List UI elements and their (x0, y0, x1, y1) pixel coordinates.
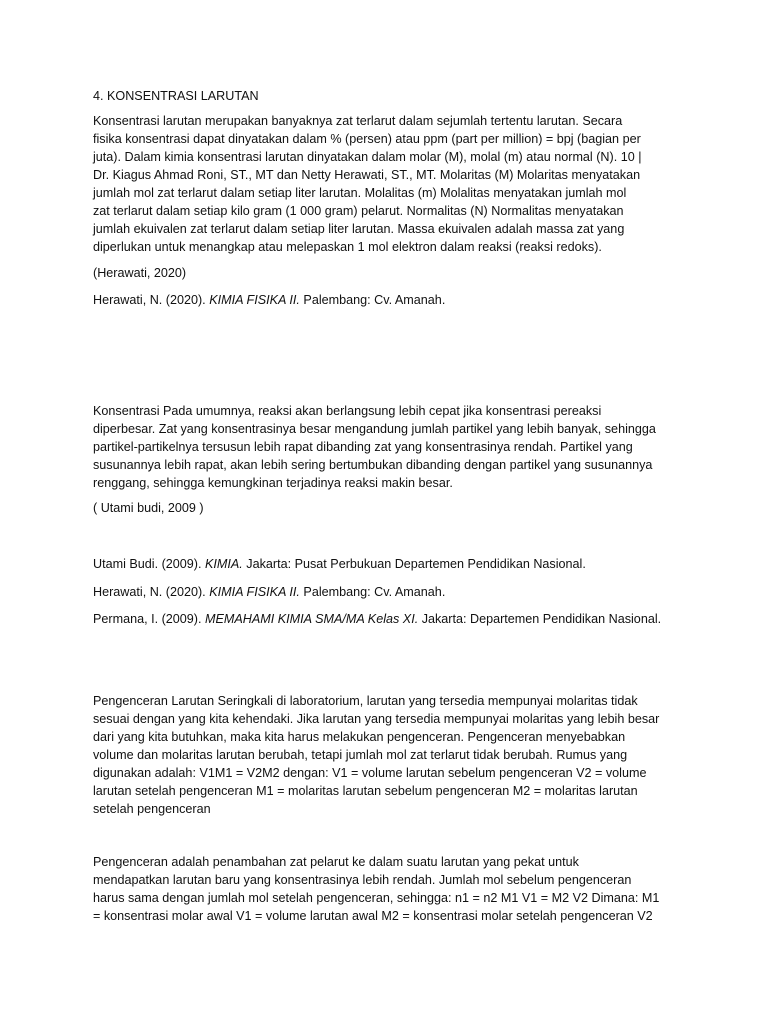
paragraph-line: mendapatkan larutan baru yang konsentrasinya lebih rendah. Jumlah mol sebelum pengenceran (93, 873, 632, 887)
paragraph-line: jumlah ekuivalen zat terlarut dalam setiap liter larutan. Massa ekuivalen adalah massa zat yang (93, 222, 625, 236)
reference-publisher: Palembang: Cv. Amanah. (299, 585, 446, 599)
reference-authors: Herawati, N. (2020). (93, 585, 210, 599)
paragraph-line: setelah pengenceran (93, 802, 211, 816)
paragraph-line: zat terlarut dalam setiap kilo gram (1 000 gram) pelarut. Normalitas (N) Normalitas menyatakan (93, 204, 624, 218)
paragraph-line: = konsentrasi molar awal V1 = volume larutan awal M2 = konsentrasi molar setelah pengenceran V2 (93, 909, 653, 923)
reference-entry (93, 555, 586, 573)
paragraph-pengenceran-larutan (93, 692, 678, 818)
paragraph-line: dari yang kita butuhkan, maka kita harus melakukan pengenceran. Pengenceran menyebabkan (93, 730, 626, 744)
paragraph-line: Pengenceran Larutan Seringkali di laboratorium, larutan yang tersedia mempunyai molaritas tidak (93, 694, 638, 708)
section-heading: 4. KONSENTRASI LARUTAN (93, 89, 259, 103)
paragraph-line: sesuai dengan yang kita kehendaki. Jika larutan yang tersedia mempunyai molaritas yang lebih besar (93, 712, 660, 726)
paragraph-line: larutan setelah pengenceran M1 = molaritas larutan sebelum pengenceran M2 = molaritas larutan (93, 784, 638, 798)
in-text-citation: ( Utami budi, 2009 ) (93, 501, 204, 515)
reference-entry (93, 610, 661, 628)
paragraph-line: harus sama dengan jumlah mol setelah pengenceran, sehingga: n1 = n2 M1 V1 = M2 V2 Dimana: M1 (93, 891, 660, 905)
paragraph-pengenceran-definisi (93, 853, 678, 925)
paragraph-line: juta). Dalam kimia konsentrasi larutan dinyatakan dalam molar (M), molal (m) atau normal (N). 10 | (93, 150, 642, 164)
paragraph-line: digunakan adalah: V1M1 = V2M2 dengan: V1 = volume larutan sebelum pengenceran V2 = volume (93, 766, 647, 780)
reference-title: KIMIA. (205, 557, 243, 571)
paragraph-line: partikel-partikelnya tersusun lebih rapat dibanding zat yang konsentrasinya rendah. Partikel yang (93, 440, 633, 454)
reference-publisher: Jakarta: Pusat Perbukuan Departemen Pendidikan Nasional. (242, 557, 586, 571)
paragraph-line: jumlah mol zat terlarut dalam setiap liter larutan. Molalitas (m) Molalitas menyatakan jumlah mol (93, 186, 627, 200)
reference-authors: Herawati, N. (2020). (93, 293, 210, 307)
reference-authors: Utami Budi. (2009). (93, 557, 205, 571)
reference-title: KIMIA FISIKA II. (209, 293, 300, 307)
in-text-citation: (Herawati, 2020) (93, 266, 187, 280)
paragraph-konsentrasi-larutan (93, 112, 678, 256)
paragraph-line: diperbesar. Zat yang konsentrasinya besar mengandung jumlah partikel yang lebih banyak, sehingga (93, 422, 656, 436)
reference-title: MEMAHAMI KIMIA SMA/MA Kelas XI. (205, 612, 419, 626)
reference-entry (93, 291, 445, 309)
reference-title: KIMIA FISIKA II. (209, 585, 300, 599)
paragraph-line: Pengenceran adalah penambahan zat pelarut ke dalam suatu larutan yang pekat untuk (93, 855, 579, 869)
reference-publisher: Palembang: Cv. Amanah. (299, 293, 446, 307)
paragraph-line: Dr. Kiagus Ahmad Roni, ST., MT dan Netty Herawati, ST., MT. Molaritas (M) Molaritas menyatakan (93, 168, 641, 182)
paragraph-line: susunannya lebih rapat, akan lebih sering bertumbukan dibanding dengan partikel yang susunannya (93, 458, 653, 472)
reference-publisher: Jakarta: Departemen Pendidikan Nasional. (418, 612, 662, 626)
reference-authors: Permana, I. (2009). (93, 612, 205, 626)
paragraph-konsentrasi-reaksi (93, 402, 678, 492)
paragraph-line: renggang, sehingga kemungkinan terjadinya reaksi makin besar. (93, 476, 453, 490)
paragraph-line: diperlukan untuk menangkap atau melepaskan 1 mol elektron dalam reaksi (reaksi redoks). (93, 240, 602, 254)
paragraph-line: fisika konsentrasi dapat dinyatakan dalam % (persen) atau ppm (part per million) = bpj (bagian per (93, 132, 641, 146)
paragraph-line: Konsentrasi Pada umumnya, reaksi akan berlangsung lebih cepat jika konsentrasi pereaksi (93, 404, 602, 418)
paragraph-line: volume dan molaritas larutan berubah, tetapi jumlah mol zat terlarut tidak berubah. Rumus yang (93, 748, 628, 762)
reference-entry (93, 583, 445, 601)
paragraph-line: Konsentrasi larutan merupakan banyaknya zat terlarut dalam sejumlah tertentu larutan. Secara (93, 114, 623, 128)
